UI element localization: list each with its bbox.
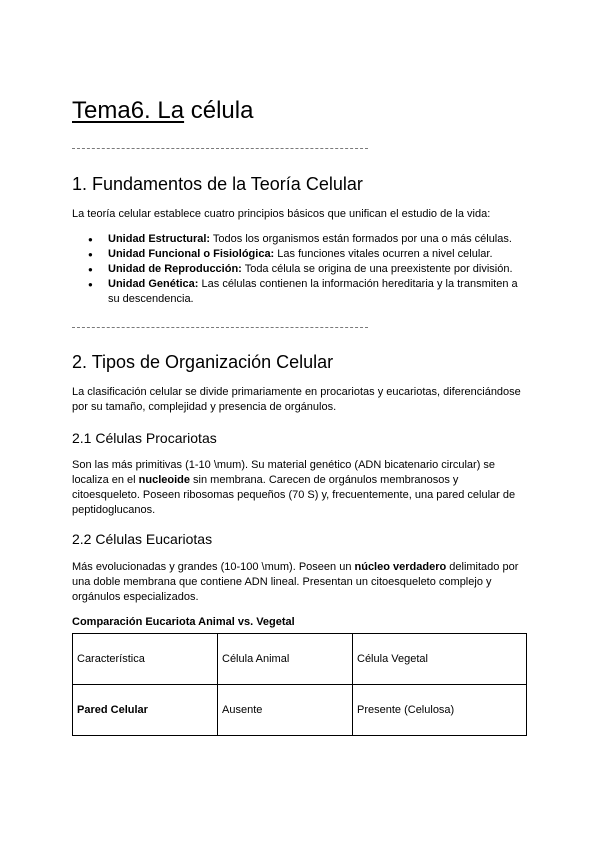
table-header-cell: Característica	[73, 634, 218, 685]
table-header-cell: Célula Animal	[218, 634, 353, 685]
comparison-table	[72, 633, 527, 736]
list-item	[72, 247, 528, 262]
section-heading: 1. Fundamentos de la Teoría Celular	[72, 174, 363, 194]
bullet-term: Unidad Genética:	[108, 278, 199, 290]
paragraph-bold-term: nucleoide	[138, 474, 190, 486]
table-caption: Comparación Eucariota Animal vs. Vegetal	[72, 616, 295, 628]
table-row	[73, 685, 527, 736]
paragraph-text: Son las más primitivas (1-10 \mum). Su material genético (ADN bicatenario circular) se localiza en el	[72, 459, 496, 486]
bullet-text: Las funciones vitales ocurren a nivel celular.	[274, 248, 493, 260]
list-item	[72, 262, 528, 277]
bullet-term: Unidad de Reproducción:	[108, 263, 242, 275]
list-item	[72, 232, 528, 247]
table-cell: Ausente	[218, 685, 353, 736]
paragraph-text: sin membrana. Carecen de orgánulos membranosos y citoesqueleto. Poseen ribosomas pequeños (70 S) y, frecuentemente, una pared celular de peptidoglucanos.	[72, 474, 516, 516]
horizontal-rule	[72, 327, 368, 328]
table-cell: Presente (Celulosa)	[353, 685, 527, 736]
list-item	[72, 277, 528, 307]
section-intro: La clasificación celular se divide primariamente en procariotas y eucariotas, diferenciándose por su tamaño, complejidad y presencia de orgánulos.	[72, 386, 521, 413]
horizontal-rule	[72, 148, 368, 149]
principles-list	[72, 232, 528, 307]
section-heading: 2. Tipos de Organización Celular	[72, 352, 334, 372]
bullet-term: Unidad Funcional o Fisiológica:	[108, 248, 275, 260]
subsection-heading: 2.2 Células Eucariotas	[72, 531, 213, 547]
title-underlined: Tema6. La	[72, 97, 185, 124]
bullet-term: Unidad Estructural:	[108, 233, 211, 245]
paragraph-text: delimitado por una doble membrana que contiene ADN lineal. Presentan un citoesqueleto complejo y orgánulos especializados.	[72, 561, 519, 603]
title-rest: célula	[184, 97, 254, 124]
table-header-cell: Célula Vegetal	[353, 634, 527, 685]
paragraph-text: Más evolucionadas y grandes (10-100 \mum). Poseen un	[72, 561, 355, 573]
page-title	[72, 96, 253, 126]
paragraph-bold-term: núcleo verdadero	[354, 561, 447, 573]
table-cell: Pared Celular	[73, 685, 218, 736]
bullet-text: Toda célula se origina de una preexistente por división.	[241, 263, 513, 275]
subsection-paragraph	[72, 458, 528, 518]
bullet-text: Todos los organismos están formados por una o más células.	[210, 233, 512, 245]
bullet-text: Las células contienen la información hereditaria y la transmiten a su descendencia.	[108, 278, 518, 305]
subsection-heading: 2.1 Células Procariotas	[72, 430, 217, 446]
table-header-row	[73, 634, 527, 685]
subsection-paragraph	[72, 560, 528, 605]
section-intro: La teoría celular establece cuatro principios básicos que unifican el estudio de la vida:	[72, 208, 491, 220]
